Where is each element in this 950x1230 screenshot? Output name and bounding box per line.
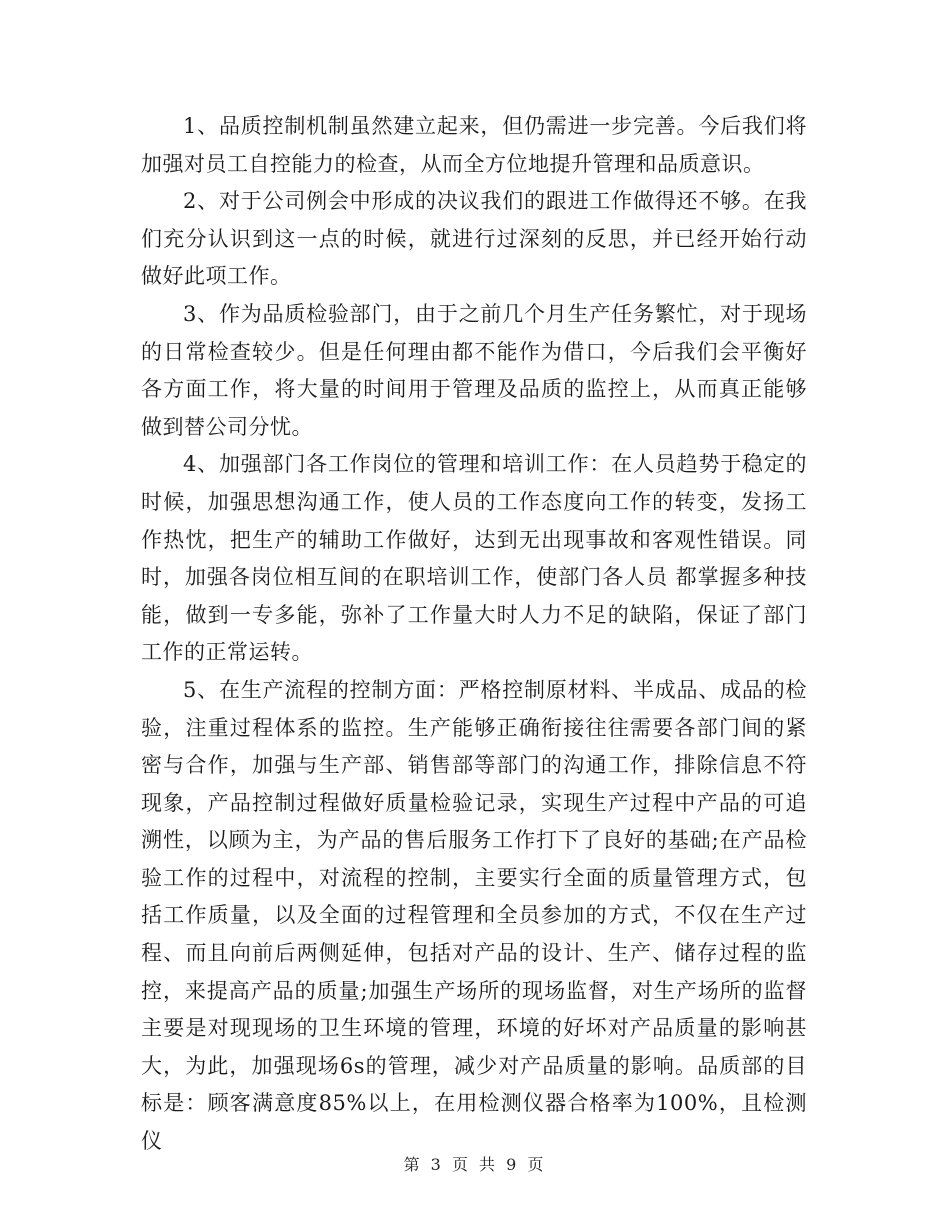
paragraph-2: 2、对于公司例会中形成的决议我们的跟进工作做得还不够。在我们充分认识到这一点的时候，就进行过深刻的反思，并已经开始行动做好此项工作。 xyxy=(141,189,807,289)
paragraph-5: 5、在生产流程的控制方面：严格控制原材料、半成品、成品的检验，注重过程体系的监控。生产能够正确衔接往往需要各部门间的紧密与合作，加强与生产部、销售部等部门的沟通工作，排除信息不符现象，产品控制过程做好质量检验记录，实现生产过程中产品的可追溯性，以顾为主，为产品的售后服务工作打下了良好的基础;在产品检验工作的过程中，对流程的控制，主要实行全面的质量管理方式，包括工作质量，以及全面的过程管理和全员参加的方式，不仅在生产过程、而且向前后两侧延伸，包括对产品的设计、生产、储存过程的监控，来提高产品的质量;加强生产场所的现场监督，对生产场所的监督主要是对现现场的卫生环境的管理，环境的好坏对产品质量的影响甚大，为此，加强现场6s的管理，减少对产品质量的影响。品质部的目标是：顾客满意度85%以上，在用检测仪器合格率为100%，且检测仪 xyxy=(141,677,807,1154)
page-number-footer: 第 3 页 共 9 页 xyxy=(403,1155,547,1174)
document-body xyxy=(141,108,807,1161)
paragraph-4: 4、加强部门各工作岗位的管理和培训工作：在人员趋势于稳定的时候，加强思想沟通工作，使人员的工作态度向工作的转变，发扬工作热忱，把生产的辅助工作做好，达到无出现事故和客观性错误。同时，加强各岗位相互间的在职培训工作，使部门各人员 都掌握多种技能，做到一专多能，弥补了工作量大时人力不足的缺陷，保证了部门工作的正常运转。 xyxy=(141,452,807,665)
paragraph-1: 1、品质控制机制虽然建立起来，但仍需进一步完善。今后我们将加强对员工自控能力的检查，从而全方位地提升管理和品质意识。 xyxy=(141,114,807,176)
paragraph-3: 3、作为品质检验部门，由于之前几个月生产任务繁忙，对于现场的日常检查较少。但是任何理由都不能作为借口，今后我们会平衡好各方面工作，将大量的时间用于管理及品质的监控上，从而真正能够做到替公司分忧。 xyxy=(141,301,807,439)
